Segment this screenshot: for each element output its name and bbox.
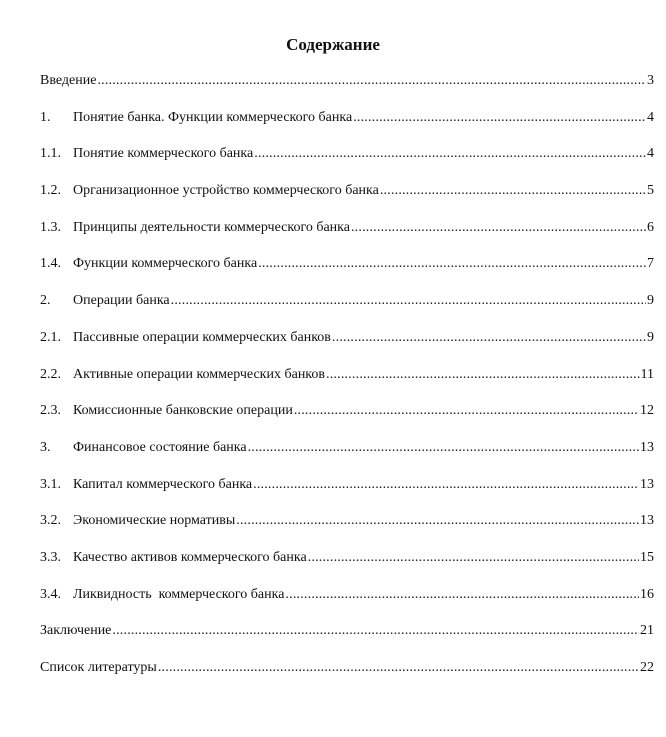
- toc-entry-text: Введение: [40, 73, 97, 88]
- toc-dot-leader: [248, 438, 639, 458]
- toc-page-number: 11: [640, 366, 654, 382]
- toc-dot-leader: [353, 108, 646, 128]
- toc-dot-leader: [258, 254, 646, 274]
- toc-entry-section-1-3: [40, 218, 654, 255]
- toc-entry-conclusion: [40, 621, 654, 658]
- toc-entry-text: Капитал коммерческого банка: [73, 476, 253, 492]
- toc-page-number: 15: [640, 549, 654, 565]
- toc-page-number: 3: [647, 73, 654, 88]
- toc-page-number: 7: [647, 256, 654, 272]
- toc-entry-number: 3.3.: [40, 549, 61, 565]
- toc-entry-section-2-3: [40, 401, 654, 438]
- toc-entry-section-3-4: [40, 585, 654, 622]
- page-title: Содержание: [286, 35, 380, 54]
- toc-dot-leader: [332, 328, 646, 348]
- toc-entry-number: 3.1.: [40, 476, 61, 492]
- toc-dot-leader: [294, 401, 639, 421]
- toc-entry-text: Заключение: [40, 623, 112, 639]
- toc-entry-text: Ликвидность коммерческого банка: [73, 586, 285, 602]
- toc-entry-text: Финансовое состояние банка: [73, 439, 247, 455]
- toc-page-number: 4: [647, 146, 654, 162]
- toc-entry-section-1: [40, 108, 654, 145]
- toc-entry-section-3-3: [40, 548, 654, 585]
- toc-page-number: 12: [640, 403, 654, 419]
- toc-entry-section-3-1: [40, 475, 654, 512]
- toc-dot-leader: [326, 365, 640, 385]
- toc-entry-section-1-2: [40, 181, 654, 218]
- toc-entry-number: 2.2.: [40, 366, 61, 382]
- toc-page-number: 5: [647, 183, 654, 199]
- toc-entry-text: Понятие коммерческого банка: [73, 146, 254, 162]
- toc-entry-text: Пассивные операции коммерческих банков: [73, 329, 331, 345]
- toc-entry-section-2-1: [40, 328, 654, 365]
- toc-entry-number: 2.1.: [40, 329, 61, 345]
- toc-entry-text: Понятие банка. Функции коммерческого банка: [73, 109, 353, 125]
- toc-dot-leader: [351, 218, 646, 238]
- toc-entry-section-1-4: [40, 254, 654, 291]
- toc-page-number: 13: [640, 513, 654, 529]
- toc-entry-section-3-2: [40, 511, 654, 548]
- toc-page-number: 9: [647, 293, 654, 309]
- toc-entry-number: 3.: [40, 439, 51, 455]
- toc-entry-section-3: [40, 438, 654, 475]
- toc-dot-leader: [97, 71, 646, 91]
- toc-page-number: 16: [640, 586, 654, 602]
- toc-dot-leader: [285, 585, 639, 605]
- toc-dot-leader: [112, 621, 639, 641]
- toc-entry-text: Экономические нормативы: [73, 513, 236, 529]
- toc-page-number: 13: [640, 476, 654, 492]
- toc-entry-section-1-1: [40, 144, 654, 181]
- toc-entry-section-2: [40, 291, 654, 328]
- toc-entry-number: 3.2.: [40, 513, 61, 529]
- toc-dot-leader: [171, 291, 646, 311]
- toc-entry-number: 1.4.: [40, 256, 61, 272]
- toc-dot-leader: [254, 144, 646, 164]
- toc-entry-number: 1.2.: [40, 183, 61, 199]
- toc-entry-text: Функции коммерческого банка: [73, 256, 258, 272]
- toc-entry-introduction: [40, 71, 654, 108]
- toc-page-number: 22: [640, 660, 654, 675]
- toc-page-number: 21: [640, 623, 654, 639]
- toc-dot-leader: [308, 548, 639, 568]
- toc-dot-leader: [158, 658, 639, 678]
- toc-page-number: 9: [647, 329, 654, 345]
- toc-page-number: 6: [647, 219, 654, 235]
- toc-entry-references: [40, 658, 654, 695]
- toc-entry-text: Организационное устройство коммерческого банка: [73, 183, 379, 199]
- toc-page-number: 4: [647, 109, 654, 125]
- toc-entry-number: 1.: [40, 109, 51, 125]
- toc-entry-text: Активные операции коммерческих банков: [73, 366, 326, 382]
- toc-dot-leader: [236, 511, 639, 531]
- toc-entry-number: 2.: [40, 293, 51, 309]
- toc-dot-leader: [253, 475, 639, 495]
- toc-entry-number: 2.3.: [40, 403, 61, 419]
- toc-entry-text: Принципы деятельности коммерческого банка: [73, 219, 350, 235]
- table-of-contents: [40, 71, 654, 695]
- toc-entry-text: Список литературы: [40, 660, 157, 675]
- toc-entry-number: 1.1.: [40, 146, 61, 162]
- toc-entry-number: 3.4.: [40, 586, 61, 602]
- toc-entry-text: Комиссионные банковские операции: [73, 403, 293, 419]
- toc-entry-section-2-2: [40, 365, 654, 402]
- toc-entry-text: Качество активов коммерческого банка: [73, 549, 307, 565]
- toc-dot-leader: [380, 181, 646, 201]
- toc-page-number: 13: [640, 439, 654, 455]
- toc-entry-text: Операции банка: [73, 293, 170, 309]
- toc-entry-number: 1.3.: [40, 219, 61, 235]
